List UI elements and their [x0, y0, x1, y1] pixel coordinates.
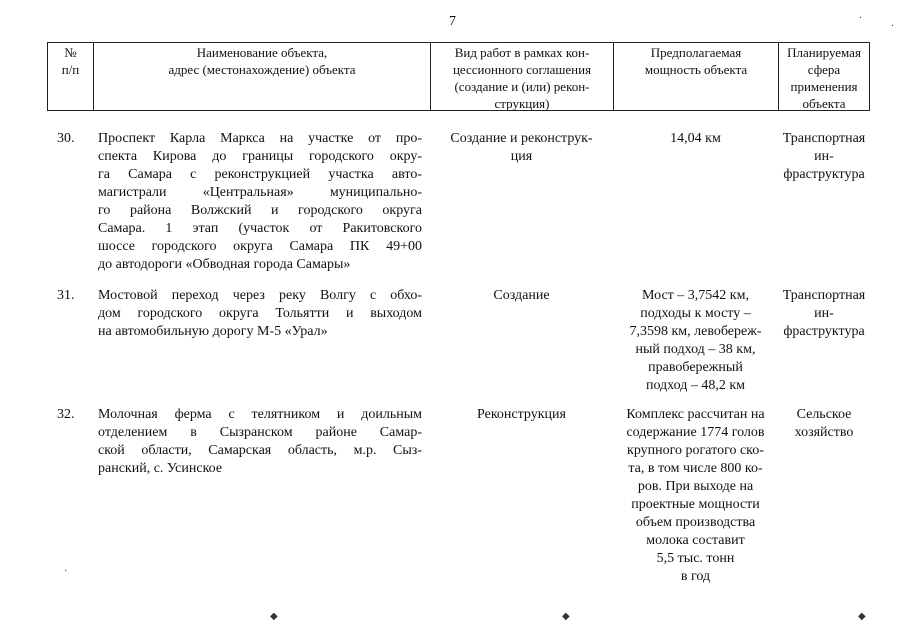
capacity-line: в год — [680, 569, 711, 584]
header-sphere: Планируемая сфера применения объекта — [787, 45, 861, 111]
scan-speck: · — [891, 21, 895, 32]
sphere-line: Транспортная ин- — [782, 131, 866, 164]
capacity-line: подходы к мосту – — [640, 306, 751, 321]
object-name-line: на автомобильную дорогу М-5 «Урал» — [98, 324, 328, 339]
sphere-line: фраструктура — [783, 167, 865, 182]
capacity-line: Мост – 3,7542 км, — [642, 288, 749, 303]
capacity-line: та, в том числе 800 ко- — [628, 461, 763, 476]
punch-mark: ◆ — [858, 611, 866, 622]
object-name-line: Мостовой переход через реку Волгу с обхо- — [98, 288, 422, 303]
row-number: 32. — [57, 407, 75, 422]
capacity-line: Комплекс рассчитан на — [626, 407, 765, 422]
work-type-line: Создание и реконструк- — [450, 131, 593, 146]
capacity-line: объем производства — [635, 515, 756, 530]
header-capacity: Предполагаемая мощность объекта — [614, 43, 779, 110]
work-type — [430, 287, 613, 395]
header-object-name: Наименование объекта, адрес (местонахождение) объекта — [94, 43, 431, 110]
work-type — [430, 406, 613, 586]
sphere — [778, 287, 870, 395]
capacity-line: содержание 1774 голов — [626, 425, 765, 440]
table-row — [47, 287, 870, 395]
sphere-line: Сельское хозяйство — [794, 407, 854, 440]
capacity-line: подход – 48,2 км — [645, 378, 746, 393]
object-name-line: шоссе городского округа Самара ПК 49+00 — [98, 239, 422, 254]
row-number: 30. — [57, 131, 75, 146]
object-name-line: га Самара с реконструкцией участка авто- — [98, 167, 422, 182]
row-number: 31. — [57, 288, 75, 303]
sphere-line: Транспортная ин- — [782, 288, 866, 321]
object-name — [93, 406, 430, 586]
header-work-type: Вид работ в рамках кон- цессионного соглашения (создание и (или) рекон- струкция) — [431, 43, 614, 110]
object-name-line: спекта Кирова до границы городского окру- — [98, 149, 422, 164]
object-name-line: ской области, Самарская область, м.р. Сыз- — [98, 443, 422, 458]
sphere-line: фраструктура — [783, 324, 865, 339]
work-type-line: ция — [510, 149, 533, 164]
capacity-line: крупного рогатого ско- — [627, 443, 764, 458]
object-name-line: Самара. 1 этап (участок от Ракитовского — [98, 221, 422, 236]
capacity-line: молока составит — [646, 533, 745, 548]
table-row — [47, 130, 870, 274]
object-name-line: Молочная ферма с телятником и доильным — [98, 407, 422, 422]
table-header — [47, 42, 870, 111]
capacity — [613, 130, 778, 274]
object-name-line: до автодороги «Обводная города Самары» — [98, 257, 351, 272]
object-name-line: отделением в Сызранском районе Самар- — [98, 425, 422, 440]
work-type-line: Создание — [493, 288, 550, 303]
object-name-line: ранский, с. Усинское — [98, 461, 223, 476]
header-number: № п/п — [48, 43, 94, 110]
capacity — [613, 406, 778, 586]
work-type — [430, 130, 613, 274]
capacity-line: ный подход – 38 км, — [635, 342, 756, 357]
object-name-line: го района Волжский и городского округа — [98, 203, 422, 218]
page-number: 7 — [449, 14, 456, 29]
table-row — [47, 406, 870, 586]
object-name — [93, 287, 430, 395]
object-name — [93, 130, 430, 274]
capacity-line: проектные мощности — [631, 497, 760, 512]
sphere — [778, 130, 870, 274]
object-name-line: дом городского округа Тольятти и выходом — [98, 306, 422, 321]
capacity-line: 14,04 км — [670, 131, 721, 146]
capacity-line: правобережный — [648, 360, 743, 375]
punch-mark: ◆ — [270, 611, 278, 622]
object-name-line: магистрали «Центральная» муниципально- — [98, 185, 422, 200]
sphere — [778, 406, 870, 586]
scan-speck: · — [64, 566, 68, 577]
object-name-line: Проспект Карла Маркса на участке от про- — [98, 131, 422, 146]
capacity-line: 5,5 тыс. тонн — [656, 551, 735, 566]
scan-speck: · — [859, 13, 863, 24]
punch-mark: ◆ — [562, 611, 570, 622]
work-type-line: Реконструкция — [477, 407, 566, 422]
capacity — [613, 287, 778, 395]
capacity-line: 7,3598 км, левобереж- — [629, 324, 762, 339]
capacity-line: ров. При выходе на — [637, 479, 754, 494]
